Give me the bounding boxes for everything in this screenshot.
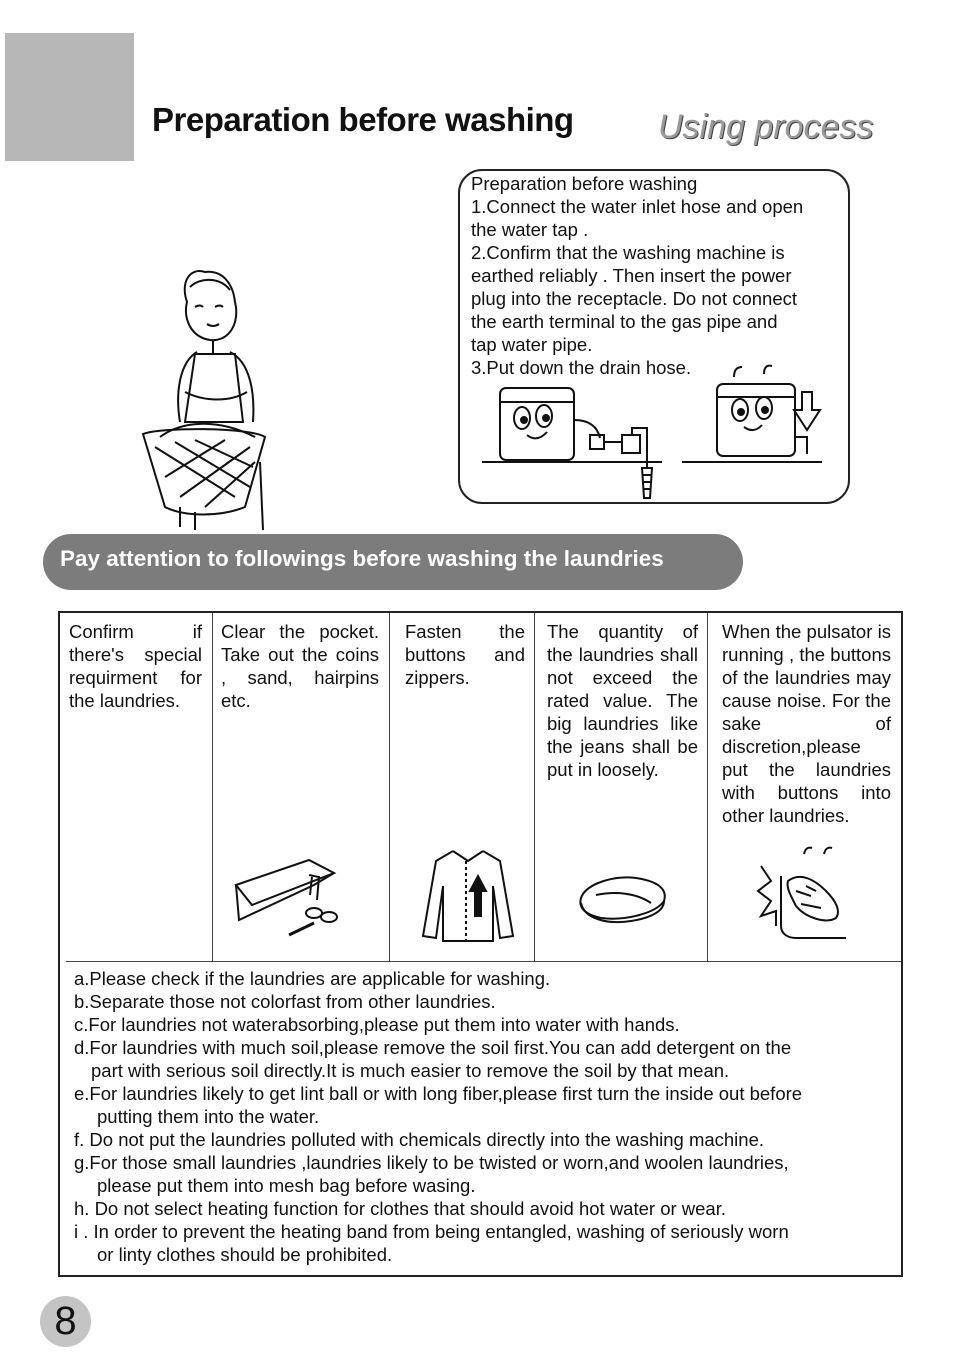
note-line: h. Do not select heating function for clothes that should avoid hot water or wear. [74,1198,726,1219]
note-line: i . In order to prevent the heating band from being entangled, washing of seriously worn [74,1221,789,1242]
column-divider [534,613,535,961]
preparation-line: the water tap . [471,219,589,240]
column-clear-pocket: Clear the pocket. Take out the coins , sand, hairpins etc. [221,621,379,711]
preparation-line: Preparation before washing [471,173,698,194]
preparation-line: earthed reliably . Then insert the power [471,265,792,286]
column-fasten-buttons: Fasten the buttons and zippers. [405,621,525,688]
pocket-coins-icon [234,855,344,940]
washing-machine-plug-illustration [482,380,662,505]
page-number: 8 [54,1299,77,1343]
note-line: please put them into mesh bag before wasing. [97,1175,476,1196]
woman-with-basket-illustration [135,262,285,532]
note-line: e.For laundries likely to get lint ball or with long fiber,please first turn the inside out before [74,1083,803,1104]
notes-list [74,967,900,1266]
folded-laundry-icon [576,873,671,928]
column-divider [212,613,213,961]
attention-label: Pay attention to followings before washing the laundries [60,546,664,571]
column-divider [389,613,390,961]
note-line: a.Please check if the laundries are applicable for washing. [74,968,551,989]
header-gray-block [5,33,134,161]
note-line: d.For laundries with much soil,please remove the soil first.You can add detergent on the [74,1037,792,1058]
preparation-line: plug into the receptacle. Do not connect [471,288,798,309]
preparation-line: 2.Confirm that the washing machine is [471,242,785,263]
note-line: or linty clothes should be prohibited. [97,1244,393,1265]
column-divider [707,613,708,961]
preparation-line: 1.Connect the water inlet hose and open [471,196,804,217]
column-pulsator-noise: When the pulsator is running , the buttons of the laundries may cause noise. For the sake of discretion,please put the laundries with buttons into other laundries. [722,621,891,826]
pulsator-noise-icon [756,846,851,941]
shirt-zipper-icon [418,846,518,944]
drain-hose-illustration [712,362,827,467]
preparation-line: 3.Put down the drain hose. [471,357,692,378]
note-line: putting them into the water. [97,1106,320,1127]
column-quantity: The quantity of the laundries shall not exceed the rated value. The big laundries like the jeans shall be put in loosely. [547,621,698,780]
section-title: Using process [658,108,874,146]
row-divider [66,961,901,962]
preparation-text [471,172,851,379]
note-line: part with serious soil directly.It is much easier to remove the soil by that mean. [91,1060,730,1081]
note-line: b.Separate those not colorfast from other laundries. [74,991,496,1012]
preparation-line: the earth terminal to the gas pipe and [471,311,778,332]
page-title: Preparation before washing [152,101,574,138]
note-line: g.For those small laundries ,laundries likely to be twisted or worn,and woolen laundries, [74,1152,789,1173]
note-line: f. Do not put the laundries polluted with chemicals directly into the washing machine. [74,1129,765,1150]
note-line: c.For laundries not waterabsorbing,please put them into water with hands. [74,1014,680,1035]
preparation-line: tap water pipe. [471,334,593,355]
column-special-requirement: Confirm if there's special requirment for the laundries. [69,621,202,711]
